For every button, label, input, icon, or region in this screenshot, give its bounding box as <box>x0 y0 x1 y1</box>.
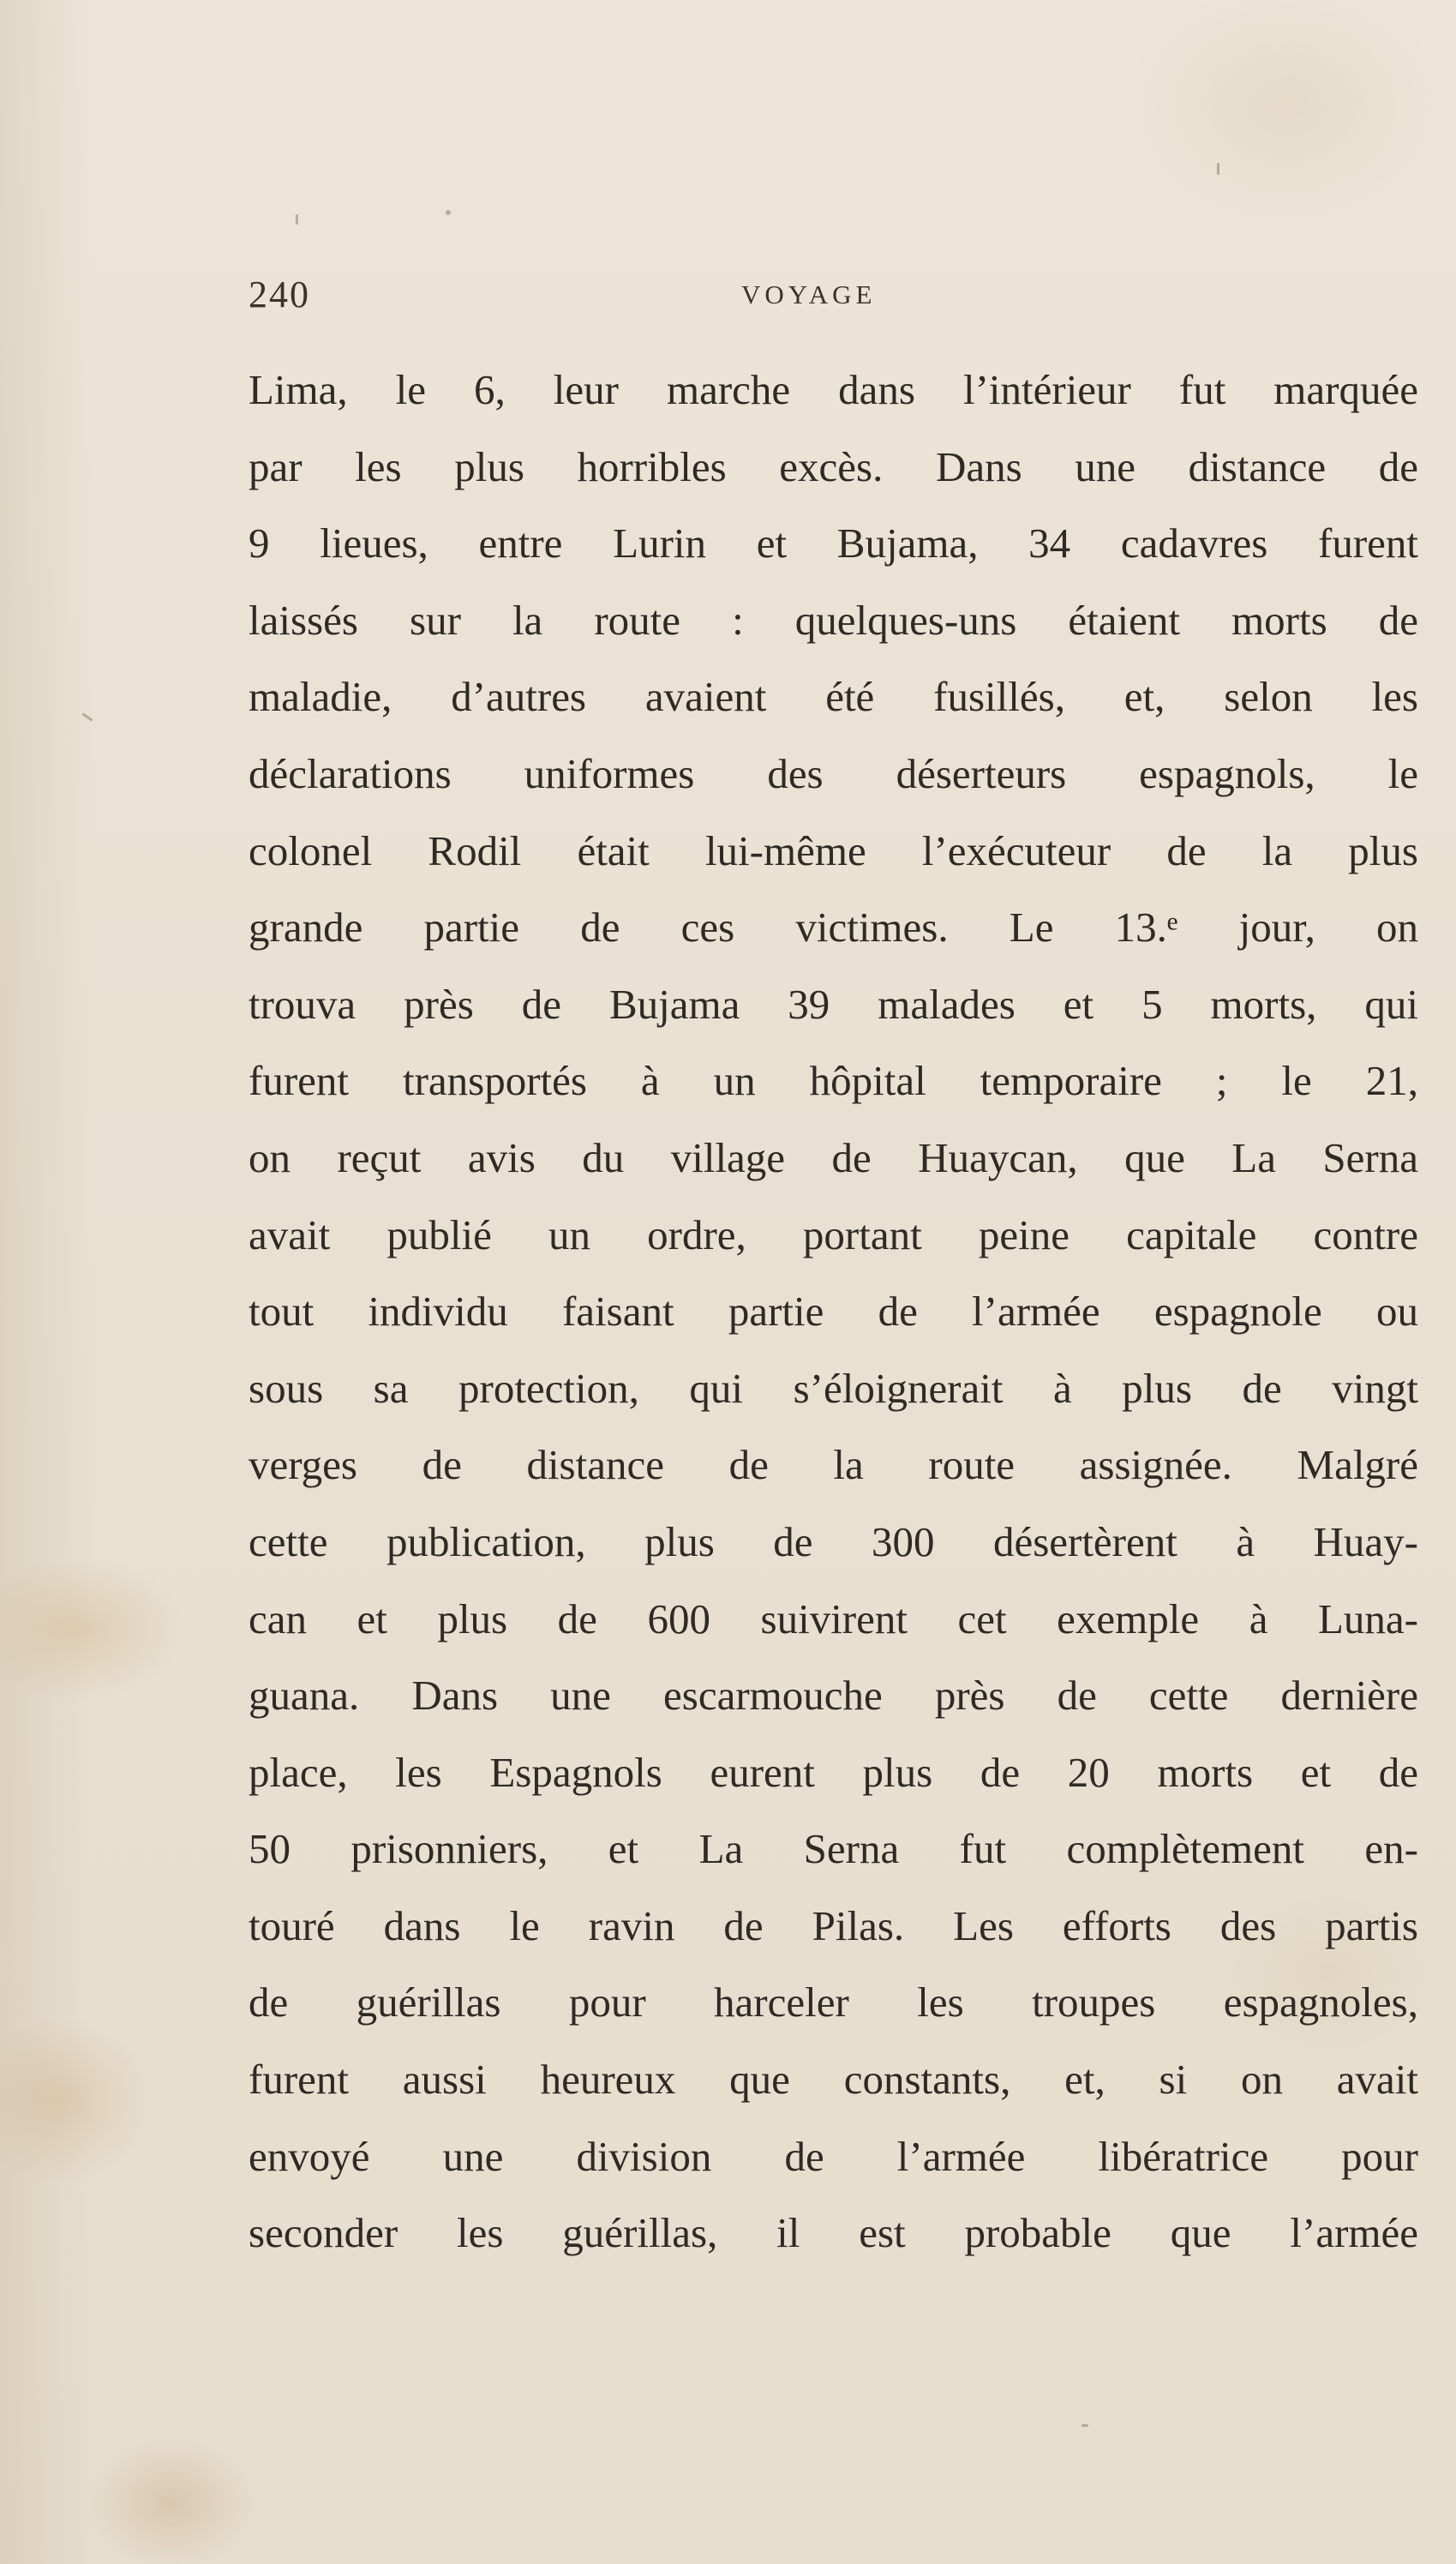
paper-speck <box>296 214 298 225</box>
paper-speck <box>1217 163 1219 175</box>
text-line: de guérillas pour harceler les troupes espagnoles, <box>249 1979 1418 2027</box>
text-line: grande partie de ces victimes. Le 13.ᵉ jour, on <box>249 904 1418 952</box>
text-line: place, les Espagnols eurent plus de 20 morts et de <box>249 1748 1418 1796</box>
text-line: furent transportés à un hôpital temporaire ; le 21, <box>249 1057 1418 1105</box>
text-line: 50 prisonniers, et La Serna fut complètement en- <box>249 1825 1418 1873</box>
text-line: sous sa protection, qui s’éloignerait à plus de vingt <box>249 1364 1418 1412</box>
text-line: déclarations uniformes des déserteurs espagnols, le <box>249 749 1418 797</box>
paper-speck <box>81 712 93 721</box>
text-line: furent aussi heureux que constants, et, si on avait <box>249 2056 1418 2104</box>
running-head <box>249 273 1414 324</box>
text-line: can et plus de 600 suivirent cet exemple à Luna- <box>249 1594 1418 1642</box>
text-line: tout individu faisant partie de l’armée espagnole ou <box>249 1288 1418 1336</box>
text-line: trouva près de Bujama 39 malades et 5 morts, qui <box>249 980 1418 1028</box>
text-line: envoyé une division de l’armée libératrice pour <box>249 2132 1418 2180</box>
text-line: touré dans le ravin de Pilas. Les efforts des partis <box>249 1901 1418 1949</box>
paper-speck <box>1082 2424 1088 2427</box>
text-line: on reçut avis du village de Huaycan, que La Serna <box>249 1133 1418 1181</box>
text-line: verges de distance de la route assignée. Malgré <box>249 1441 1418 1489</box>
text-line: guana. Dans une escarmouche près de cette dernière <box>249 1672 1418 1720</box>
body-text <box>249 351 1418 2272</box>
page-number: 240 <box>249 273 310 315</box>
text-line: par les plus horribles excès. Dans une distance de <box>249 442 1418 490</box>
paper-speck <box>446 210 451 215</box>
text-line: avait publié un ordre, portant peine capitale contre <box>249 1210 1418 1258</box>
text-line: cette publication, plus de 300 désertèrent à Huay- <box>249 1517 1418 1565</box>
text-line: colonel Rodil était lui-même l’exécuteur de la plus <box>249 826 1418 874</box>
running-title: VOYAGE <box>741 279 877 309</box>
text-line: maladie, d’autres avaient été fusillés, et, selon les <box>249 673 1418 721</box>
text-line: laissés sur la route : quelques-uns étaient morts de <box>249 596 1418 644</box>
text-line: 9 lieues, entre Lurin et Bujama, 34 cadavres furent <box>249 519 1418 567</box>
text-line: seconder les guérillas, il est probable que l’armée <box>249 2209 1418 2257</box>
text-line: Lima, le 6, leur marche dans l’intérieur fut marquée <box>249 366 1418 413</box>
